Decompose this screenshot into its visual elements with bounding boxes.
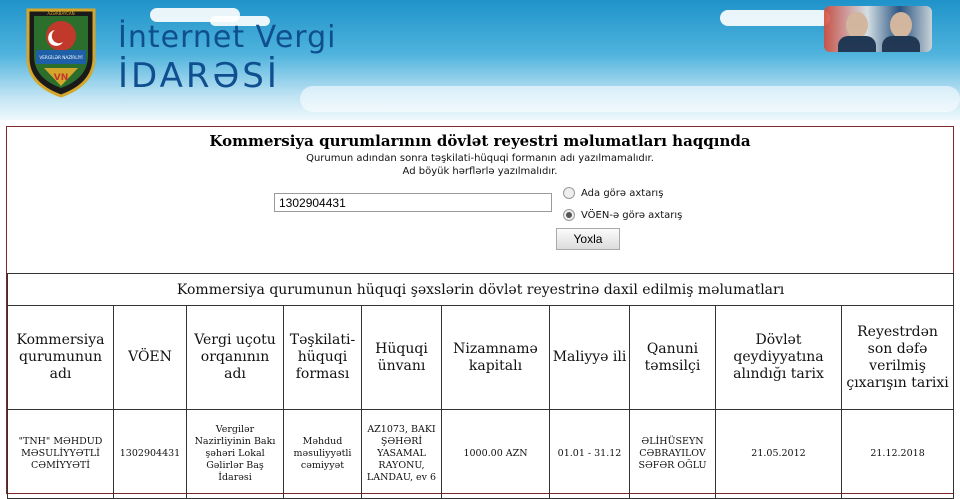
column-header: Qanuni təmsilçi bbox=[630, 306, 716, 410]
cell-extract-date: 21.12.2018 bbox=[842, 410, 954, 499]
results-caption: Kommersiya qurumunun hüquqi şəxslərin dövlət reyestrinə daxil edilmiş məlumatları bbox=[8, 274, 954, 306]
table-header-row bbox=[8, 306, 954, 410]
check-button[interactable]: Yoxla bbox=[556, 228, 620, 250]
cell-registration-date: 21.05.2012 bbox=[716, 410, 842, 499]
search-hint-2: Ad böyük hərflərlə yazılmalıdır. bbox=[402, 166, 558, 177]
cell-tax-authority: Vergilər Nazirliyinin Bakı şəhəri Lokal Gəlirlər Baş İdarəsi bbox=[187, 410, 284, 499]
radio-button-selected[interactable] bbox=[563, 209, 575, 221]
cell-company-name: "TNH" MƏHDUD MƏSULİYYƏTLİ CƏMİYYƏTİ bbox=[8, 410, 114, 499]
brand-title-line1: İnternet Vergi bbox=[118, 20, 337, 55]
logo-ministry-text: VERGİLƏR NAZİRLİYİ bbox=[39, 55, 83, 60]
logo-badge-text: VN bbox=[53, 73, 69, 83]
page-title: Kommersiya qurumlarının dövlət reyestri məlumatları haqqında bbox=[209, 132, 751, 150]
column-header: Hüquqi ünvanı bbox=[362, 306, 442, 410]
column-header: Təşkilati-hüquqi forması bbox=[284, 306, 362, 410]
brand-title-line2: İDARƏSİ bbox=[118, 56, 280, 96]
officials-portrait-image bbox=[824, 6, 932, 52]
column-header: VÖEN bbox=[114, 306, 187, 410]
ministry-logo-icon[interactable] bbox=[22, 6, 100, 98]
radio-search-by-name[interactable] bbox=[563, 187, 663, 199]
cell-charter-capital: 1000.00 AZN bbox=[442, 410, 550, 499]
cell-legal-representative: ƏLİHÜSEYN CƏBRAYILOV SƏFƏR OĞLU bbox=[630, 410, 716, 499]
search-hint-1: Qurumun adından sonra təşkilati-hüquqi formanın adı yazılmamalıdır. bbox=[306, 153, 654, 164]
cell-legal-form: Məhdud məsuliyyətli cəmiyyət bbox=[284, 410, 362, 499]
column-header: Dövlət qeydiyyatına alındığı tarix bbox=[716, 306, 842, 410]
search-input[interactable]: 1302904431 bbox=[274, 193, 552, 212]
radio-button[interactable] bbox=[563, 187, 575, 199]
column-header: Kommersiya qurumunun adı bbox=[8, 306, 114, 410]
results-table bbox=[7, 273, 954, 499]
cell-fiscal-year: 01.01 - 31.12 bbox=[550, 410, 630, 499]
cell-voen: 1302904431 bbox=[114, 410, 187, 499]
table-row bbox=[8, 410, 954, 499]
logo-country-text: AZƏRBAYCAN bbox=[47, 11, 75, 16]
site-banner bbox=[0, 0, 960, 120]
radio-label: Ada görə axtarış bbox=[581, 187, 664, 199]
search-panel bbox=[7, 127, 953, 273]
radio-label: VÖEN-ə görə axtarış bbox=[581, 209, 683, 221]
content-frame bbox=[6, 126, 954, 494]
column-header: Vergi uçotu orqanının adı bbox=[187, 306, 284, 410]
cloud-decoration bbox=[720, 10, 830, 26]
column-header: Nizamnamə kapitalı bbox=[442, 306, 550, 410]
cell-legal-address: AZ1073, BAKI ŞƏHƏRİ YASAMAL RAYONU, LANDAU, ev 6 bbox=[362, 410, 442, 499]
column-header: Maliyyə ili bbox=[550, 306, 630, 410]
radio-search-by-voen[interactable] bbox=[563, 209, 682, 221]
column-header: Reyestrdən son dəfə verilmiş çıxarışın tarixi bbox=[842, 306, 954, 410]
cloud-decoration bbox=[300, 86, 960, 112]
